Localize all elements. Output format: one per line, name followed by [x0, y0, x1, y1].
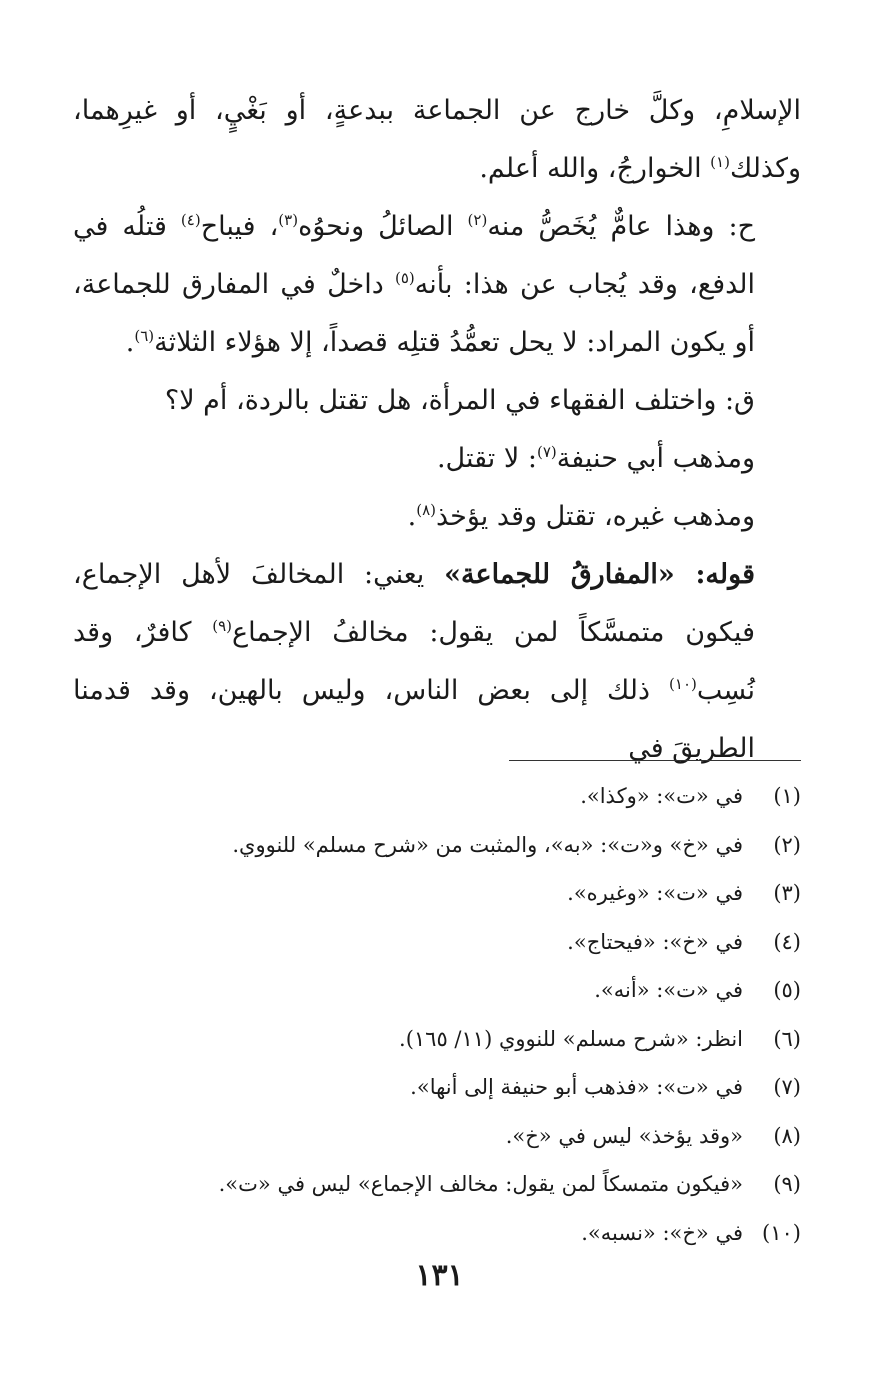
footnote-item	[73, 918, 801, 967]
footnote-ref[interactable]: (١)	[710, 153, 730, 171]
footnote-item	[73, 1160, 801, 1209]
footnote-item	[73, 1209, 801, 1258]
footnote-number: (١)	[773, 784, 801, 808]
text-segment: يعني: المخالفَ لأهل الإجماع، فيكون متمسَّكاً لمن يقول: مخالفُ الإجماع	[73, 559, 755, 648]
footnote-item	[73, 1015, 801, 1064]
text-segment: ومذهب أبي حنيفة	[556, 443, 755, 474]
footnote-number: (٦)	[773, 1026, 801, 1051]
text-segment: ، فيباح	[200, 211, 279, 242]
footnote-ref[interactable]: (٩)	[212, 617, 232, 635]
footnote-item	[73, 1063, 801, 1112]
main-text	[73, 82, 801, 778]
text-segment: ذلك إلى بعض الناس، وليس بالهين، وقد قدمنا الطريقَ في	[73, 675, 755, 764]
paragraph	[73, 546, 801, 778]
footnote-text: في «خ»: «نسبه».	[581, 1220, 743, 1245]
paragraph	[73, 488, 801, 546]
text-segment: قتلُه في الدفع، وقد يُجاب عن هذا: بأنه	[73, 211, 756, 300]
text-segment: كافرٌ، وقد نُسِب	[73, 617, 755, 706]
footnote-number: (٣)	[773, 881, 801, 905]
footnote-item	[73, 772, 801, 821]
footnote-text: في «خ» و«ت»: «به»، والمثبت من «شرح مسلم» للنووي.	[232, 832, 743, 857]
text-segment: الخوارجُ، والله أعلم.	[479, 153, 711, 184]
footnote-text: في «خ»: «فيحتاج».	[567, 929, 743, 954]
footnote-text: انظر: «شرح مسلم» للنووي (١١/ ١٦٥).	[399, 1026, 743, 1051]
paragraph	[73, 198, 801, 372]
text-segment: ومذهب غيره، تقتل وقد يؤخذ	[436, 501, 755, 532]
footnote-number: (٥)	[773, 978, 801, 1002]
footnote-number: (٤)	[773, 929, 801, 954]
footnote-item	[73, 869, 801, 918]
footnote-text: في «ت»: «وكذا».	[580, 784, 743, 808]
text-segment: .	[407, 501, 417, 532]
footnote-ref[interactable]: (٣)	[278, 211, 299, 229]
text-segment: الإسلامِ، وكلَّ خارج عن الجماعة ببدعةٍ، أو بَغْيٍ، أو غيرِهما، وكذلك	[73, 95, 801, 184]
footnote-ref[interactable]: (٧)	[536, 443, 557, 461]
footnote-item	[73, 1112, 801, 1161]
text-segment: داخلٌ في المفارق للجماعة، أو يكون المراد: لا يحل تعمُّدُ قتلِه قصداً، إلا هؤلاء الثلاثة	[73, 269, 755, 358]
text-segment: .	[125, 327, 135, 358]
text-segment: ق: واختلف الفقهاء في المرأة، هل تقتل بالردة، أم لا؟	[164, 385, 755, 416]
footnote-text: في «ت»: «أنه».	[594, 978, 743, 1002]
text-segment: : لا تقتل.	[436, 443, 537, 474]
text-segment: ح: وهذا عامٌّ يُخَصُّ منه	[487, 211, 756, 242]
footnote-text: في «ت»: «وغيره».	[567, 881, 743, 905]
footnote-ref[interactable]: (٢)	[467, 211, 488, 229]
page-number: ١٣١	[415, 1258, 464, 1293]
footnote-ref[interactable]: (٨)	[416, 501, 436, 519]
footnote-item	[73, 966, 801, 1015]
footnote-ref[interactable]: (١٠)	[669, 675, 697, 693]
footnote-text: في «ت»: «فذهب أبو حنيفة إلى أنها».	[410, 1075, 743, 1099]
footnote-divider	[509, 760, 801, 761]
footnote-ref[interactable]: (٤)	[180, 211, 201, 229]
paragraph	[73, 430, 801, 488]
footnote-ref[interactable]: (٦)	[134, 327, 155, 345]
footnote-number: (٨)	[773, 1123, 801, 1148]
quoted-lemma: قوله: «المفارقُ للجماعة»	[444, 559, 755, 590]
footnote-item	[73, 821, 801, 870]
footnote-text: «وقد يؤخذ» ليس في «خ».	[505, 1123, 743, 1148]
footnote-number: (٧)	[773, 1075, 801, 1099]
footnote-text: «فيكون متمسكاً لمن يقول: مخالف الإجماع» ليس في «ت».	[218, 1172, 743, 1196]
footnote-number: (٩)	[773, 1172, 801, 1196]
paragraph	[73, 372, 801, 430]
footnote-ref[interactable]: (٥)	[395, 269, 415, 287]
paragraph	[73, 82, 801, 198]
text-segment: الصائلُ ونحوُه	[298, 211, 468, 242]
footnote-number: (٢)	[773, 832, 801, 857]
footnote-number: (١٠)	[762, 1220, 801, 1245]
footnotes-list	[73, 772, 801, 1257]
